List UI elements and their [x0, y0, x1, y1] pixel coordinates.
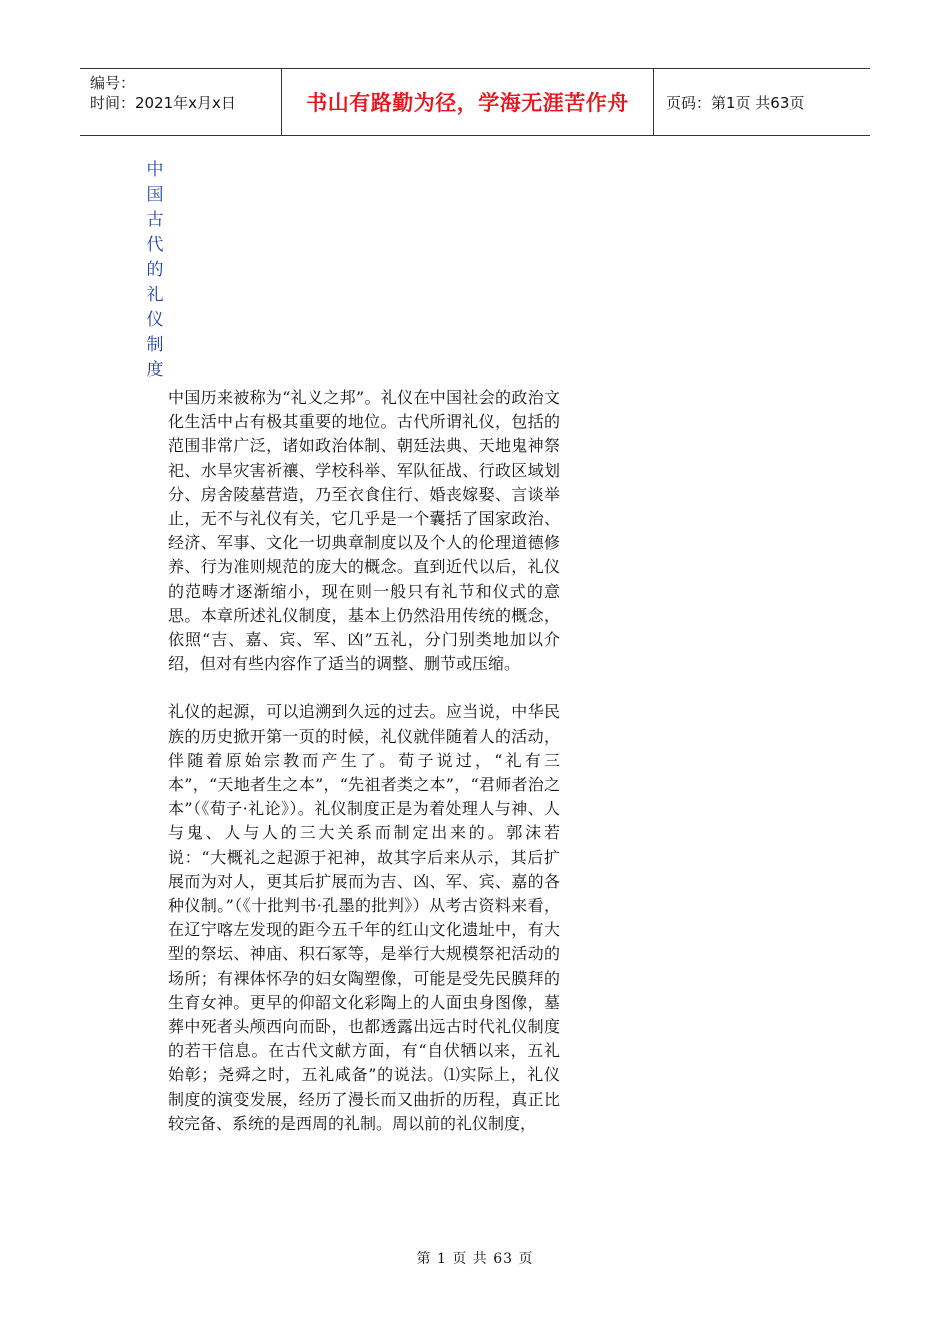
time-label: 时间：2021年x月x日 — [90, 94, 236, 112]
page-header — [80, 68, 870, 136]
page-footer: 第 1 页 共 63 页 — [416, 1251, 534, 1267]
header-meta — [80, 69, 282, 135]
paragraph-origin: 礼仪的起源，可以追溯到久远的过去。应当说，中华民族的历史掀开第一页的时候，礼仪就伴随着人的活动，伴随着原始宗教而产生了。荀子说过，“礼有三本”，“天地者生之本”，“先祖者类之本”，“君师者治之本”（《荀子·礼论》）。礼仪制度正是为着处理人与神、人与鬼、人与人的三大关系而制定出来的。郭沫若说：“大概礼之起源于祀神，故其字后来从示，其后扩展而为对人，更其后扩展而为吉、凶、军、宾、嘉的各种仪制。”（《十批判书·孔墨的批判》）从考古资料来看，在辽宁喀左发现的距今五千年的红山文化遗址中，有大型的祭坛、神庙、积石冢等，是举行大规模祭祀活动的场所；有裸体怀孕的妇女陶塑像，可能是受先民膜拜的生育女神。更早的仰韶文化彩陶上的人面虫身图像，墓葬中死者头颅西向而卧，也都透露出远古时代礼仪制度的若干信息。在古代文献方面，有“自伏牺以来，五礼始彰；尧舜之时，五礼咸备”的说法。⑴实际上，礼仪制度的演变发展，经历了漫长而又曲折的历程，真正比较完备、系统的是西周的礼制。周以前的礼仪制度， — [168, 702, 560, 1133]
title-char: 制 — [146, 335, 164, 355]
title-char: 礼 — [146, 285, 164, 305]
number-label: 编号： — [90, 74, 136, 92]
title-char: 中 — [146, 160, 164, 180]
title-char: 国 — [146, 185, 164, 205]
title-char: 仪 — [146, 310, 164, 330]
paragraph-intro: 中国历来被称为“礼义之邦”。礼仪在中国社会的政治文化生活中占有极其重要的地位。古代所谓礼仪，包括的范围非常广泛，诸如政治体制、朝廷法典、天地鬼神祭祀、水旱灾害祈禳、学校科举、军队征战、行政区域划分、房舍陵墓营造，乃至衣食住行、婚丧嫁娶、言谈举止，无不与礼仪有关，它几乎是一个囊括了国家政治、经济、军事、文化一切典章制度以及个人的伦理道德修养、行为准则规范的庞大的概念。直到近代以后，礼仪的范畴才逐渐缩小，现在则一般只有礼节和仪式的意思。本章所述礼仪制度，基本上仍然沿用传统的概念，依照“吉、嘉、宾、军、凶”五礼，分门别类地加以介绍，但对有些内容作了适当的调整、删节或压缩。 — [168, 388, 560, 674]
title-char: 度 — [146, 360, 164, 380]
header-page-info: 页码：第1页 共63页 — [666, 93, 805, 112]
title-char: 古 — [146, 210, 164, 230]
document-body — [168, 386, 560, 1136]
document-title — [144, 158, 166, 383]
title-char: 的 — [146, 260, 164, 280]
title-char: 代 — [146, 235, 164, 255]
header-motto: 书山有路勤为径，学海无涯苦作舟 — [282, 69, 654, 135]
